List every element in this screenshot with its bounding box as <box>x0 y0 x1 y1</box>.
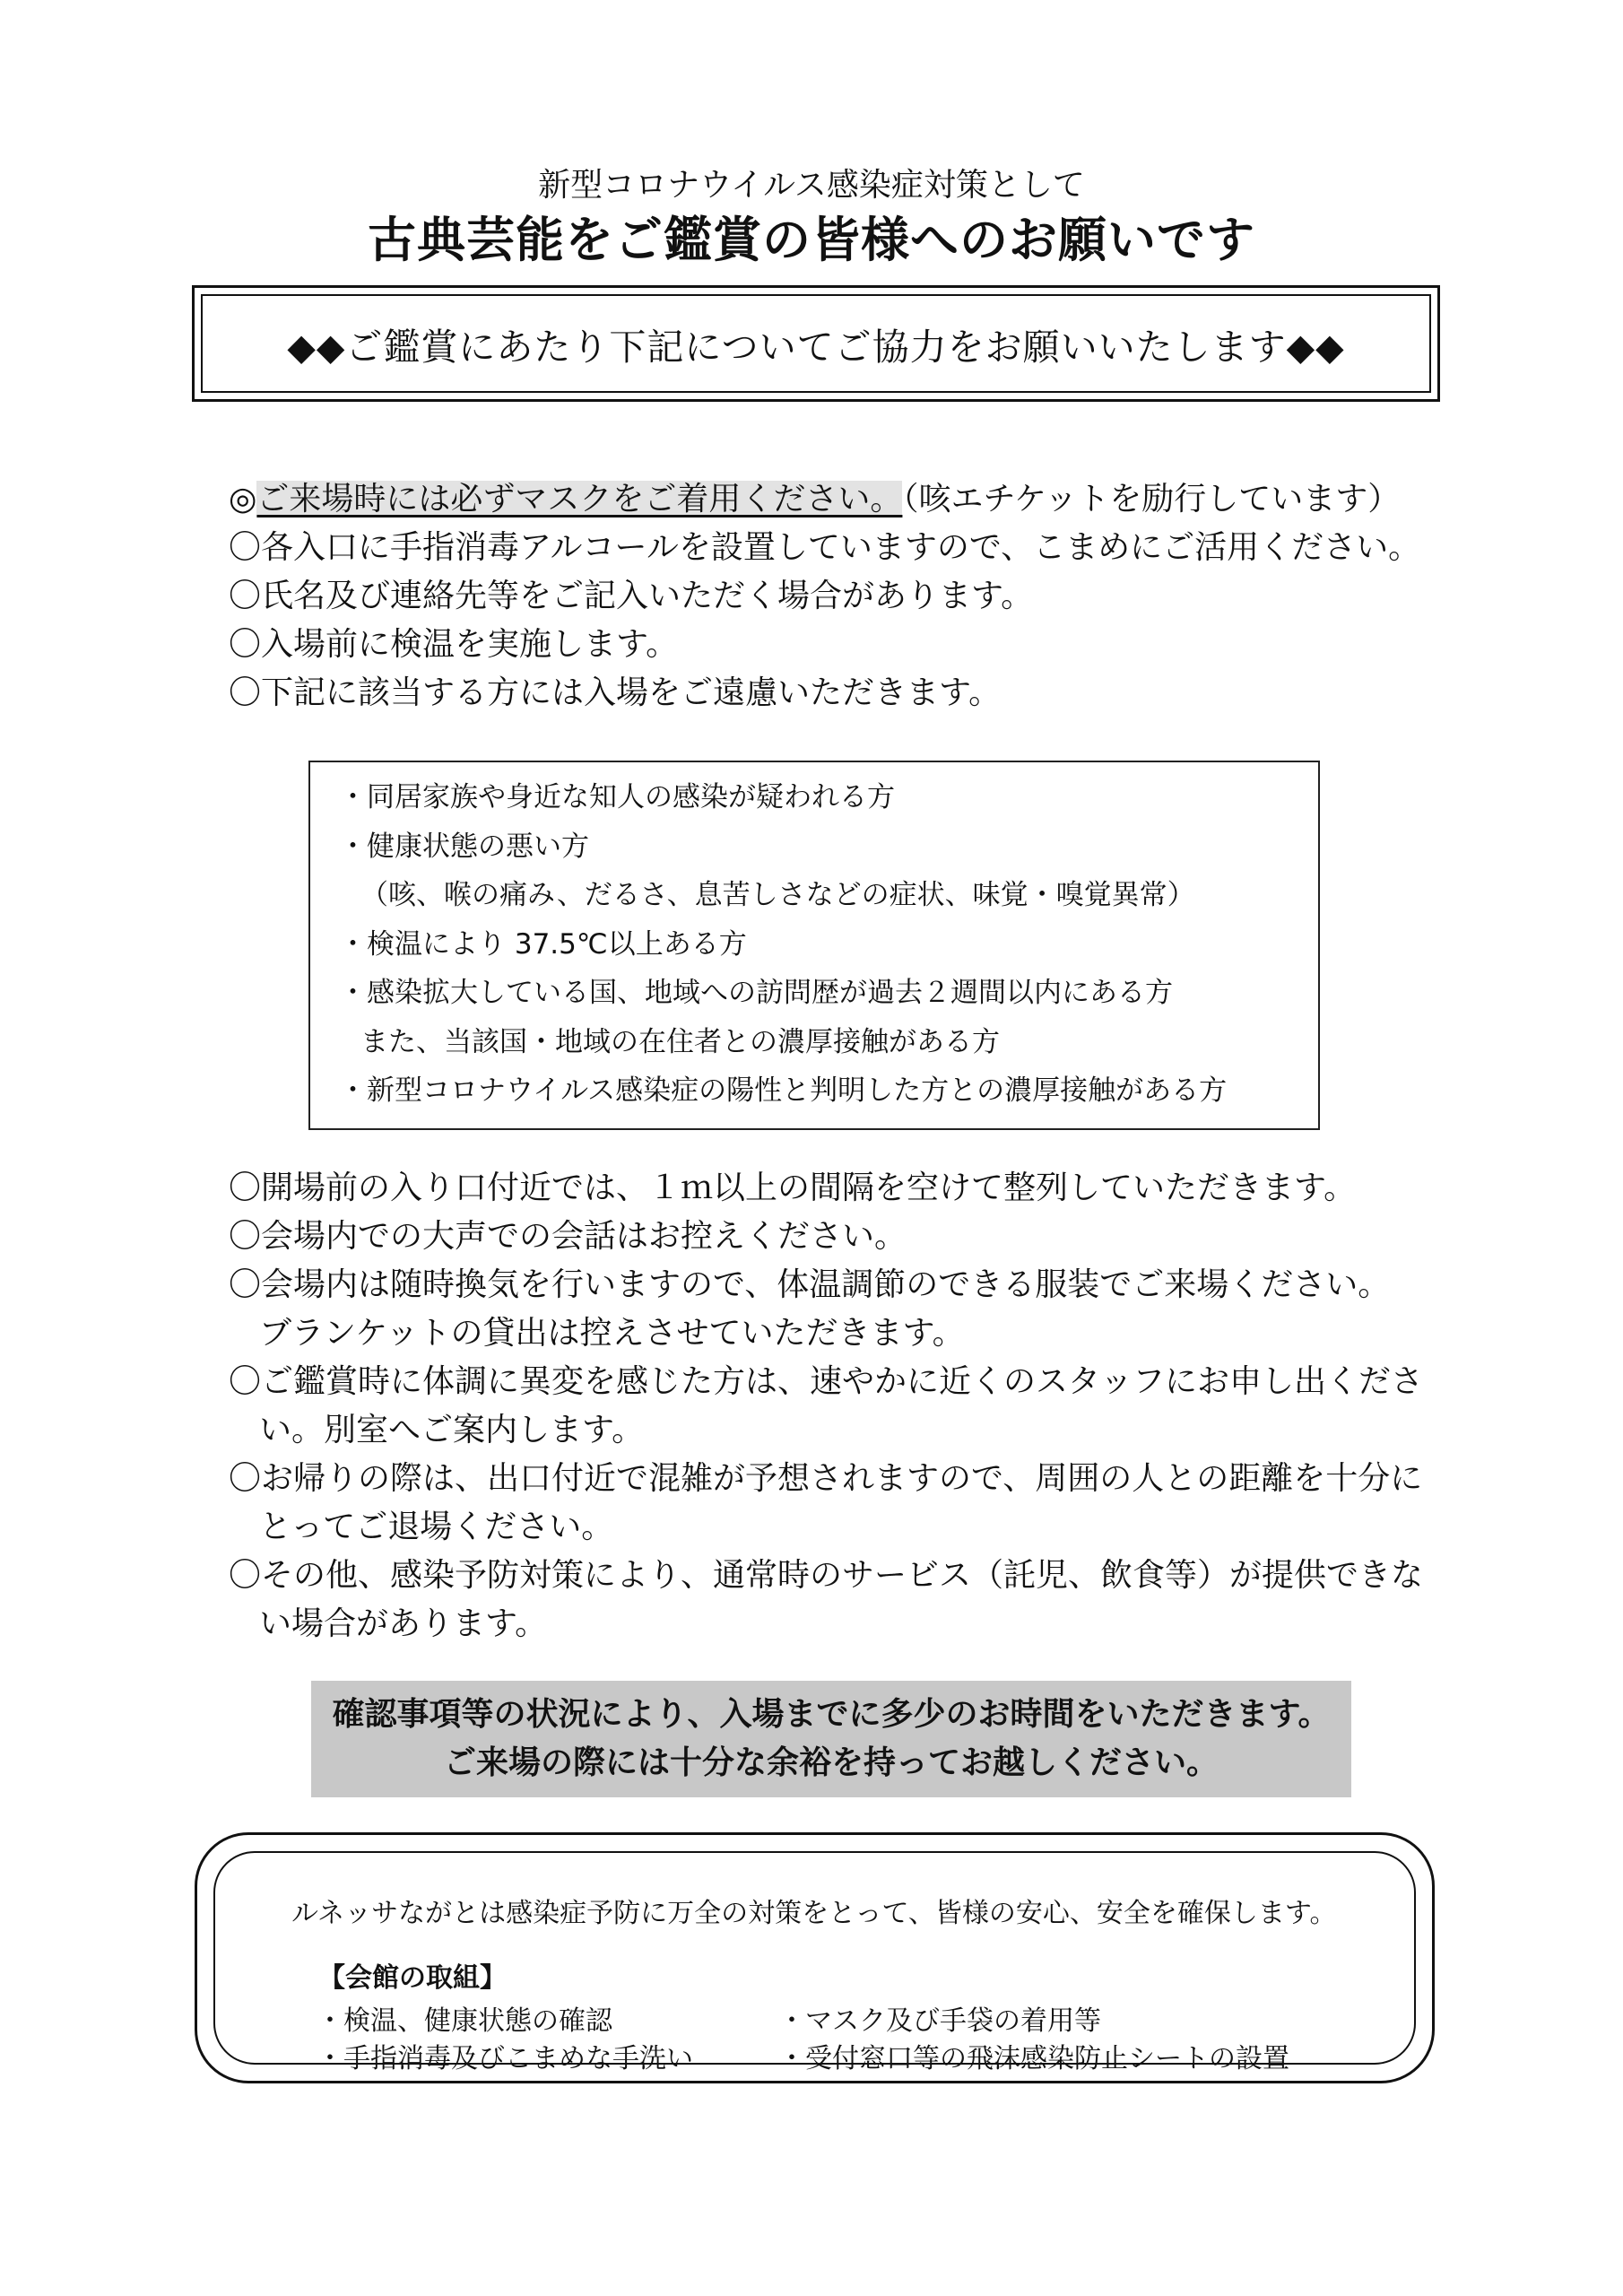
note-item-continued: い場合があります。 <box>259 1605 548 1642</box>
note-item: 〇開場前の入り口付近では、１ｍ以上の間隔を空けて整列していただきます。 <box>229 1170 1357 1206</box>
note-item: 〇お帰りの際は、出口付近で混雑が予想されますので、周囲の人との距離を十分に <box>229 1460 1423 1497</box>
note-item: 〇会場内での大声での会話はお控えください。 <box>229 1218 907 1255</box>
note-item-continued: とってご退場ください。 <box>259 1509 614 1545</box>
note-item: 〇その他、感染予防対策により、通常時のサービス（託児、飲食等）が提供できな <box>229 1557 1424 1594</box>
exclusion-item: ・感染拡大している国、地域への訪問歴が過去２週間以内にある方 <box>339 977 1173 1009</box>
measure-item: ・検温、健康状態の確認 <box>317 2005 612 2037</box>
facility-inner-frame <box>213 1851 1416 2074</box>
note-item: 〇下記に該当する方には入場をご遠慮いただきます。 <box>229 674 1002 711</box>
notice-subtitle: 新型コロナウイルス感染症対策として <box>538 167 1085 204</box>
note-item-continued: い。別室へご案内します。 <box>259 1412 645 1448</box>
waiting-time-banner <box>311 1681 1351 1797</box>
banner-line-2: ご来場の際には十分な余裕を持ってお越しください。 <box>443 1744 1219 1781</box>
request-text: ◆◆ご鑑賞にあたり下記についてご協力をお願いいたします◆◆ <box>287 325 1345 369</box>
mask-note: （咳エチケットを励行しています） <box>902 481 1401 517</box>
note-item: 〇入場前に検温を実施します。 <box>229 626 679 663</box>
request-box <box>192 285 1440 402</box>
mask-highlight: ご来場時には必ずマスクをご着用ください。 <box>256 481 903 517</box>
exclusion-item-detail: （咳、喉の痛み、だるさ、息苦しさなどの症状、味覚・嗅覚異常） <box>360 879 1195 911</box>
measure-item: ・手指消毒及びこまめな手洗い <box>317 2043 693 2074</box>
mask-request-line <box>229 475 1420 524</box>
exclusion-item: ・新型コロナウイルス感染症の陽性と判明した方との濃厚接触がある方 <box>339 1074 1228 1107</box>
note-item: 〇会場内は随時換気を行いますので、体温調節のできる服装でご来場ください。 <box>229 1266 1391 1303</box>
exclusion-item-detail: また、当該国・地域の在住者との濃厚接触がある方 <box>360 1025 1000 1058</box>
measures-heading: 【会館の取組】 <box>318 1962 507 1994</box>
measure-item: ・受付窓口等の飛沫感染防止シートの設置 <box>778 2043 1289 2074</box>
exclusion-item: ・同居家族や身近な知人の感染が疑われる方 <box>339 781 895 813</box>
note-item: 〇氏名及び連絡先等をご記入いただく場合があります。 <box>229 578 1034 614</box>
facility-statement: ルネッサながとは感染症予防に万全の対策をとって、皆様の安心、安全を確保します。 <box>291 1898 1337 1929</box>
notice-title: 古典芸能をご鑑賞の皆様へのお願いです <box>368 212 1255 268</box>
note-item: 〇各入口に手指消毒アルコールを設置していますので、こまめにご活用ください。 <box>229 529 1421 566</box>
mask-mark: ◎ <box>229 481 257 517</box>
exclusion-item: ・検温により 37.5℃以上ある方 <box>339 927 747 961</box>
note-item: 〇ご鑑賞時に体調に異変を感じた方は、速やかに近くのスタッフにお申し出くださ <box>229 1363 1424 1400</box>
notes-bottom <box>229 1164 1423 1648</box>
notes-top <box>229 475 1420 718</box>
measure-item: ・マスク及び手袋の着用等 <box>778 2005 1101 2037</box>
note-item-continued: ブランケットの貸出は控えさせていただきます。 <box>259 1315 965 1352</box>
exclusion-box <box>308 761 1320 1130</box>
banner-line-1: 確認事項等の状況により、入場までに多少のお時間をいただきます。 <box>332 1696 1331 1733</box>
exclusion-item: ・健康状態の悪い方 <box>339 830 589 863</box>
facility-measures-box <box>195 1832 1435 2083</box>
